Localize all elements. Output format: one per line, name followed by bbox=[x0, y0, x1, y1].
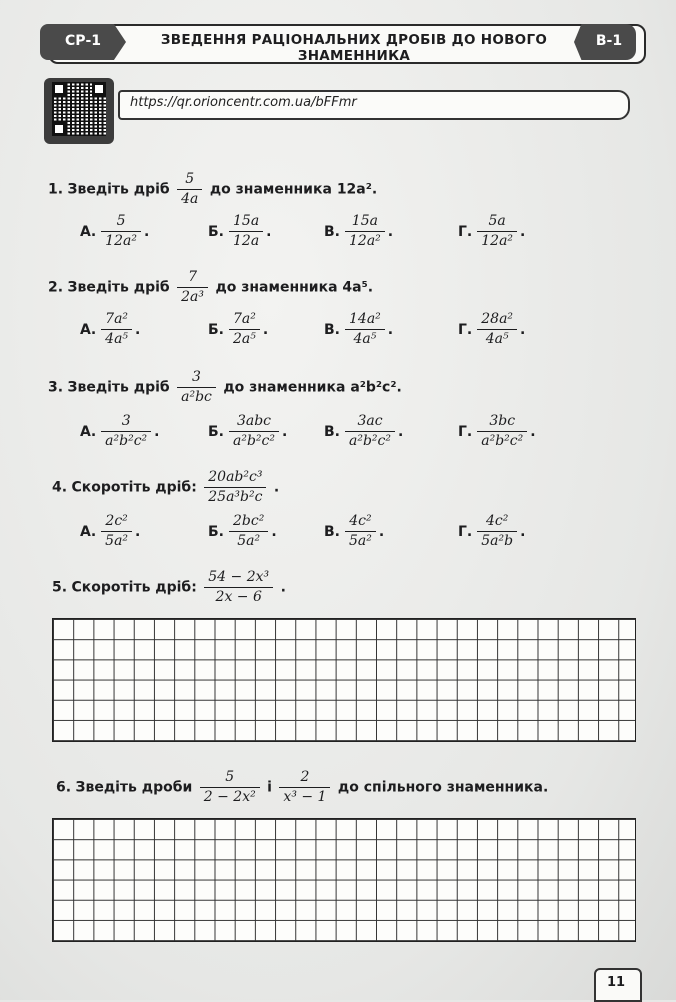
answer-grid-5[interactable] bbox=[52, 618, 636, 742]
option-b[interactable]: Б. $\frac{\text{7a²}}{\text{2a⁵}}$ . bbox=[208, 311, 269, 347]
option-c[interactable]: В. $\frac{15a}{\text{12a²}}$ . bbox=[324, 213, 394, 249]
task-3: 3. Зведіть дріб $\frac{3}{\text{a²bc}}$ до знаменника a²b²c². bbox=[48, 369, 402, 405]
task-number: 1. bbox=[48, 181, 64, 198]
task-prefix: Зведіть дріб bbox=[67, 181, 170, 198]
option-d[interactable]: Г. $\frac{5a}{\text{12a²}}$ . bbox=[458, 213, 526, 249]
option-d[interactable]: Г. $\frac{3bc}{\text{a²b²c²}}$ . bbox=[458, 413, 536, 449]
task-fraction: $\frac{5}{4a}$ bbox=[177, 170, 202, 209]
task-fraction: $\frac{2}{\text{x³ − 1}}$ bbox=[279, 768, 330, 807]
qr-finder-icon bbox=[52, 122, 66, 136]
answer-grid-6[interactable] bbox=[52, 818, 636, 942]
task-fraction: $\frac{3}{\text{a²bc}}$ bbox=[177, 368, 216, 407]
header-code: СР-1 bbox=[64, 33, 102, 49]
task-4: 4. Скоротіть дріб: $\frac{\text{20ab²c³}}{\text{25a³b²c}}$ . bbox=[52, 469, 280, 505]
task-suffix: до знаменника 12a². bbox=[209, 181, 378, 198]
option-d[interactable]: Г. $\frac{\text{4c²}}{\text{5a²b}}$ . bbox=[458, 513, 526, 549]
header-title: ЗВЕДЕННЯ РАЦІОНАЛЬНИХ ДРОБІВ ДО НОВОГО ЗНАМЕННИКА bbox=[160, 32, 548, 64]
url-link[interactable]: https://qr.orioncentr.com.ua/bFFmr bbox=[130, 95, 357, 110]
option-a[interactable]: А. $\frac{5}{\text{12a²}}$ . bbox=[80, 213, 150, 249]
option-b[interactable]: Б. $\frac{\text{3abc}}{\text{a²b²c²}}$ . bbox=[208, 413, 288, 449]
option-c[interactable]: В. $\frac{\text{4c²}}{\text{5a²}}$ . bbox=[324, 513, 385, 549]
option-a[interactable]: А. $\frac{\text{2c²}}{\text{5a²}}$ . bbox=[80, 513, 141, 549]
option-c[interactable]: В. $\frac{\text{14a²}}{\text{4a⁵}}$ . bbox=[324, 311, 394, 347]
task-fraction: $\frac{\text{54 − 2x³}}{2x - 6}$ bbox=[204, 568, 273, 607]
task-fraction: $\frac{7}{\text{2a³}}$ bbox=[177, 268, 208, 307]
task-6: 6. Зведіть дроби $\frac{5}{\text{2 − 2x²}}$ і $\frac{2}{\text{x³ − 1}}$ до спільного знаменника. bbox=[56, 769, 549, 805]
header-variant: В-1 bbox=[595, 33, 623, 49]
task-1 bbox=[48, 170, 377, 209]
task-fraction: $\frac{\text{20ab²c³}}{\text{25a³b²c}}$ bbox=[204, 468, 266, 507]
task-5: 5. Скоротіть дріб: $\frac{\text{54 − 2x³}}{2x - 6}$ . bbox=[52, 569, 286, 605]
option-b[interactable]: Б. $\frac{\text{2bc²}}{\text{5a²}}$ . bbox=[208, 513, 277, 549]
task-2: 2. Зведіть дріб $\frac{7}{\text{2a³}}$ до знаменника 4a⁵. bbox=[48, 269, 374, 305]
option-a[interactable]: А. $\frac{\text{7a²}}{\text{4a⁵}}$ . bbox=[80, 311, 141, 347]
option-d[interactable]: Г. $\frac{\text{28a²}}{\text{4a⁵}}$ . bbox=[458, 311, 526, 347]
qr-finder-icon bbox=[52, 82, 66, 96]
page-number: 11 bbox=[606, 975, 626, 990]
option-a[interactable]: А. $\frac{3}{\text{a²b²c²}}$ . bbox=[80, 413, 160, 449]
option-b[interactable]: Б. $\frac{15a}{12a}$ . bbox=[208, 213, 272, 249]
qr-finder-icon bbox=[92, 82, 106, 96]
option-c[interactable]: В. $\frac{3ac}{\text{a²b²c²}}$ . bbox=[324, 413, 404, 449]
task-fraction: $\frac{5}{\text{2 − 2x²}}$ bbox=[200, 768, 260, 807]
